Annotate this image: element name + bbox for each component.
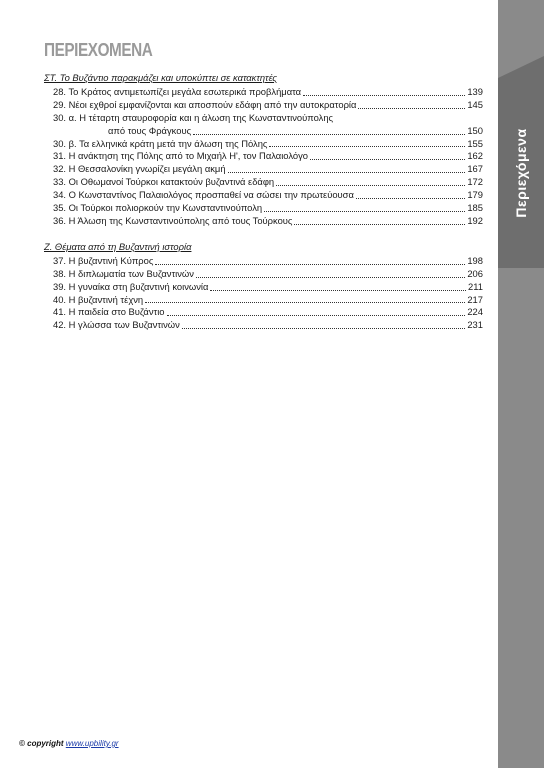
toc-entry-title: 36. Η Άλωση της Κωνσταντινούπολης από τους Τούρκους [53, 214, 293, 226]
toc-entry [44, 319, 483, 332]
toc-entry-page: 172 [467, 176, 483, 188]
dot-leader [196, 277, 465, 278]
toc-entry [44, 268, 483, 281]
dot-leader [294, 224, 465, 225]
toc-entry [44, 99, 483, 112]
toc-entry [44, 215, 483, 228]
toc-entry [44, 125, 483, 138]
toc-entry [44, 150, 483, 163]
toc-entry-title: 29. Νέοι εχθροί εμφανίζονται και αποσπούν εδάφη από την αυτοκρατορία [53, 98, 357, 110]
toc-entry [44, 306, 483, 319]
toc-entry-page: 145 [467, 98, 483, 110]
dot-leader [167, 315, 466, 316]
toc-entry-title: 34. Ο Κωνσταντίνος Παλαιολόγος προσπαθεί να σώσει την πρωτεύουσα [53, 189, 354, 201]
toc-entry-page: 192 [467, 214, 483, 226]
toc-entry-page: 162 [467, 150, 483, 162]
dot-leader [155, 264, 465, 265]
toc-entry-page: 139 [467, 85, 483, 97]
dot-leader [182, 328, 466, 329]
website-link[interactable]: www.upbility.gr [65, 739, 119, 748]
toc-entry-title: 33. Οι Οθωμανοί Τούρκοι κατακτούν βυζαντινά εδάφη [53, 176, 275, 188]
side-tab-label-box [498, 78, 544, 268]
section-title: Ζ. Θέματα από τη Βυζαντινή ιστορία [44, 240, 192, 252]
toc-entry-title: 40. Η βυζαντινή τέχνη [53, 293, 144, 305]
toc-entry-title: 41. Η παιδεία στο Βυζάντιο [53, 306, 165, 318]
dot-leader [276, 185, 465, 186]
dot-leader [228, 172, 466, 173]
toc-entry-page: 185 [467, 202, 483, 214]
side-tab-label: Περιεχόμενα [513, 128, 529, 218]
toc-entry-page: 179 [467, 189, 483, 201]
dot-leader [210, 290, 466, 291]
toc-entry-title: 39. Η γυναίκα στη βυζαντινή κοινωνία [53, 280, 209, 292]
toc-entry-title: από τους Φράγκους [108, 124, 192, 136]
toc-entry [44, 255, 483, 268]
toc-entry-title: 32. Η Θεσσαλονίκη γνωρίζει μεγάλη ακμή [53, 163, 226, 175]
toc-entry [44, 202, 483, 215]
toc-entry-page: 217 [467, 293, 483, 305]
table-of-contents [44, 72, 483, 332]
toc-entry-page: 155 [467, 137, 483, 149]
toc-entry-page: 224 [467, 306, 483, 318]
dot-leader [358, 108, 465, 109]
side-tab [498, 0, 544, 768]
copyright-footer [19, 739, 119, 748]
toc-entry-title: 31. Η ανάκτηση της Πόλης από το Μιχαήλ Η', τον Παλαιολόγο [53, 150, 308, 162]
toc-entry [44, 138, 483, 151]
toc-entry-title: 30. α. Η τέταρτη σταυροφορία και η άλωση της Κωνσταντινούπολης [53, 111, 334, 123]
toc-entry-page: 206 [467, 267, 483, 279]
toc-entry-title: 37. Η βυζαντινή Κύπρος [53, 254, 154, 266]
toc-entry [44, 163, 483, 176]
toc-entry [44, 189, 483, 202]
dot-leader [193, 134, 465, 135]
toc-entry-page: 231 [467, 319, 483, 331]
dot-leader [145, 302, 465, 303]
toc-entry [44, 86, 483, 99]
toc-entry [44, 176, 483, 189]
dot-leader [303, 95, 465, 96]
toc-entry-page: 211 [468, 280, 483, 292]
toc-entry [44, 281, 483, 294]
section-title: ΣΤ. Το Βυζάντιο παρακμάζει και υποκύπτει σε κατακτητές [44, 72, 277, 83]
toc-entry-title: 28. Το Κράτος αντιμετωπίζει μεγάλα εσωτερικά προβλήματα [53, 85, 302, 97]
dot-leader [310, 159, 465, 160]
dot-leader [269, 146, 465, 147]
dot-leader [356, 198, 465, 199]
toc-entry-page: 150 [467, 124, 483, 136]
dot-leader [264, 211, 465, 212]
toc-entry-title: 35. Οι Τούρκοι πολιορκούν την Κωνσταντινούπολη [53, 202, 263, 214]
toc-entry-page: 198 [467, 254, 483, 266]
toc-entry-title: 38. Η διπλωματία των Βυζαντινών [53, 267, 194, 279]
toc-entry [44, 294, 483, 307]
toc-entry-title: 42. Η γλώσσα των Βυζαντινών [53, 319, 180, 331]
toc-entry-page: 167 [467, 163, 483, 175]
page-title: ΠΕΡΙΕΧΟΜΕΝΑ [44, 40, 153, 60]
copyright-text: © copyright [19, 739, 66, 748]
toc-entry-title: 30. β. Τα ελληνικά κράτη μετά την άλωση της Πόλης [53, 137, 268, 149]
